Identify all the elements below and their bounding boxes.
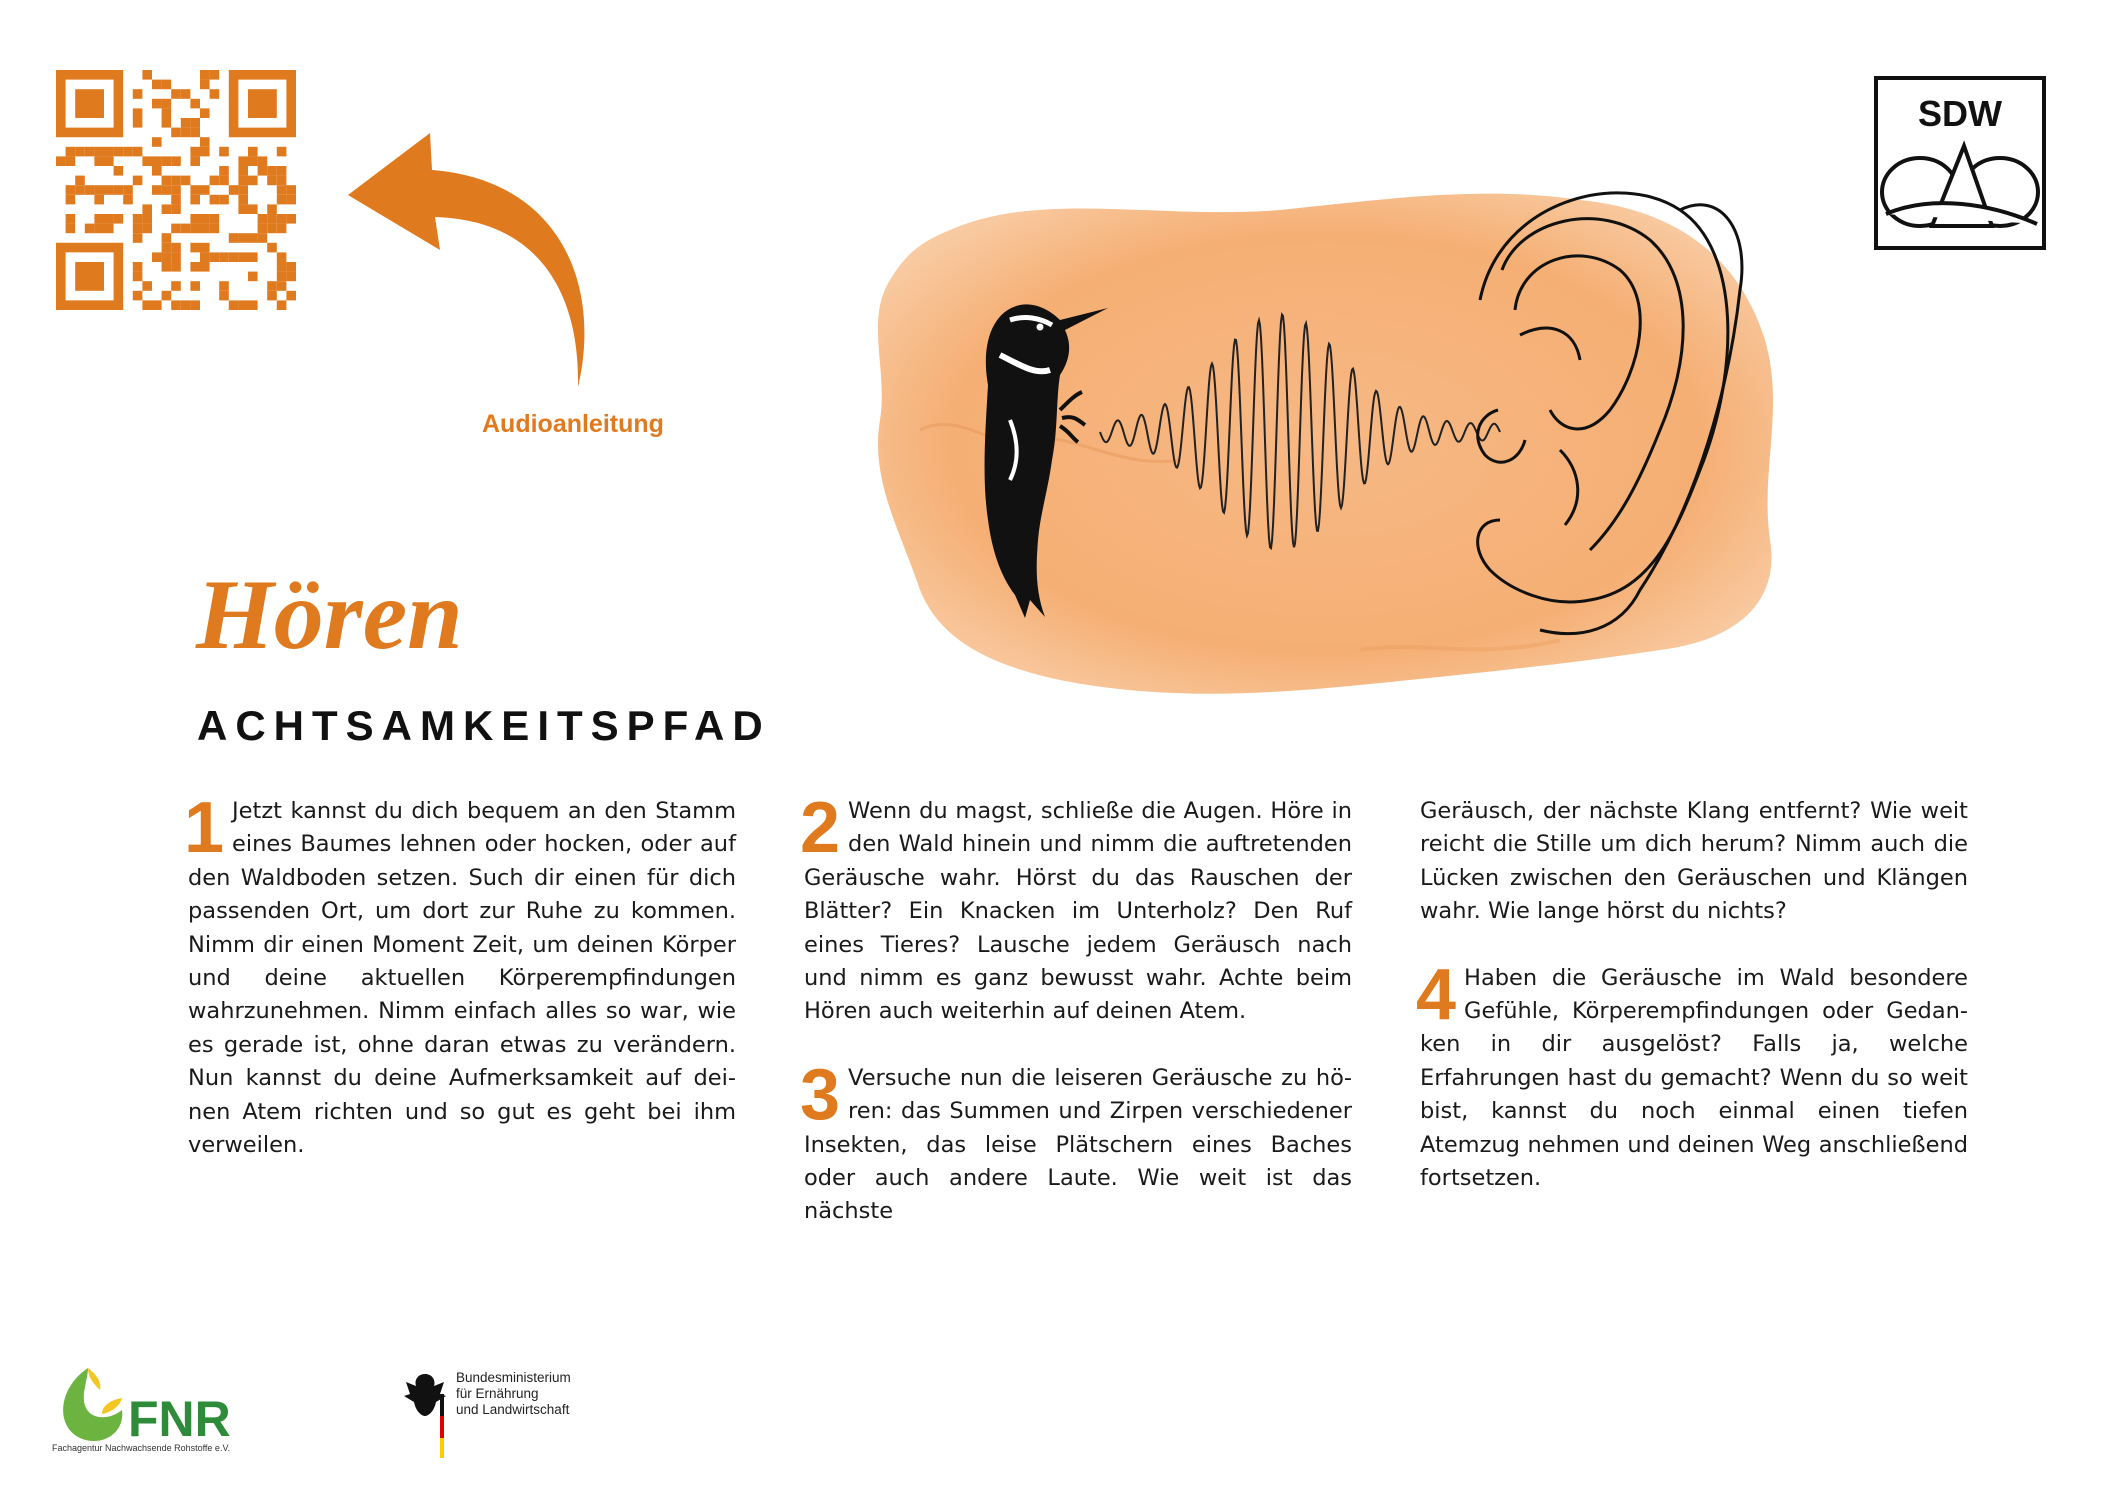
audio-guide-label[interactable]: Audioanleitung: [482, 410, 664, 438]
bmel-logo-text: [456, 1370, 571, 1418]
step-text: Jetzt kannst du dich bequem an den Stamm eines Baumes lehnen oder hocken, oder auf den Waldboden setzen. Such dir einen für dich passenden Ort, um dort zur Ruhe zu kommen. Nimm dir einen Moment Zeit, um deinen Körper und deine aktuellen Körperempfindungen wahrzunehmen. Nimm einfach alles so war, wie es gerade ist, ohne daran etwas zu verändern. Nun kannst du deine Aufmerksamkeit auf deinen Atem richten und so gut es geht bei ihm verweilen.: [188, 798, 736, 1159]
text-column-1: [184, 788, 736, 1162]
step-number: 3: [800, 1054, 841, 1135]
fnr-full-name: Fachagentur Nachwachsende Rohstoffe e.V.: [52, 1443, 231, 1453]
step-4: [1416, 954, 1968, 1196]
step-text: Versuche nun die leiseren Geräusche zu hören: das Summen und Zirpen verschiedener Insekten, das leise Plätschern eines Baches oder auch andere Laute. Wie weit ist das nächste: [804, 1064, 1352, 1225]
curved-arrow-icon: [340, 125, 600, 395]
page-title: Hören: [196, 559, 463, 670]
step-1: [184, 788, 736, 1162]
listening-illustration: [860, 170, 1820, 730]
text-column-3: [1416, 795, 1968, 1195]
bmel-line: für Ernährung: [456, 1386, 539, 1401]
sdw-logo: [1872, 74, 2048, 252]
step-number: 4: [1416, 954, 1457, 1035]
sdw-logo-text: SDW: [1918, 93, 2002, 134]
text-column-2: [800, 788, 1352, 1229]
fnr-logo-text: FNR: [128, 1391, 231, 1447]
step-3: [800, 1054, 1352, 1229]
step-text: Haben die Geräusche im Wald besondere Gefühle, Körperempfindungen oder Gedanken in dir ausgelöst? Falls ja, welche Erfahrungen hast du gemacht? Wenn du so weit bist, kannst du noch einmal einen tiefen Atemzug nehmen und deinen Weg anschließend fortsetzen.: [1420, 964, 1968, 1192]
step-number: 2: [800, 788, 841, 868]
step-text: Geräusch, der nächste Klang entfernt? Wie weit reicht die Stille um dich herum? Nimm auch die Lücken zwischen den Geräuschen und Klängen wahr. Wie lange hörst du nichts?: [1420, 798, 1968, 925]
qr-code-icon[interactable]: [56, 70, 296, 310]
step-text: Wenn du magst, schließe die Augen. Höre in den Wald hinein und nimm die auftretenden Geräusche wahr. Hörst du das Rauschen der Blätter? Ein Knacken im Unterholz? Den Ruf eines Tieres? Lausche jedem Geräusch nach und nimm es ganz bewusst wahr. Achte beim Hören auch weiterhin auf deinen Atem.: [804, 798, 1352, 1025]
bmel-line: und Landwirtschaft: [456, 1402, 570, 1417]
page-subtitle: ACHTSAMKEITSPFAD: [197, 702, 771, 749]
step-number: 1: [184, 788, 225, 868]
bmel-line: Bundesministerium: [456, 1370, 571, 1385]
step-3-continuation: [1420, 795, 1968, 929]
federal-eagle-icon: [400, 1370, 450, 1460]
step-2: [800, 788, 1352, 1029]
fnr-logo: [50, 1360, 260, 1450]
